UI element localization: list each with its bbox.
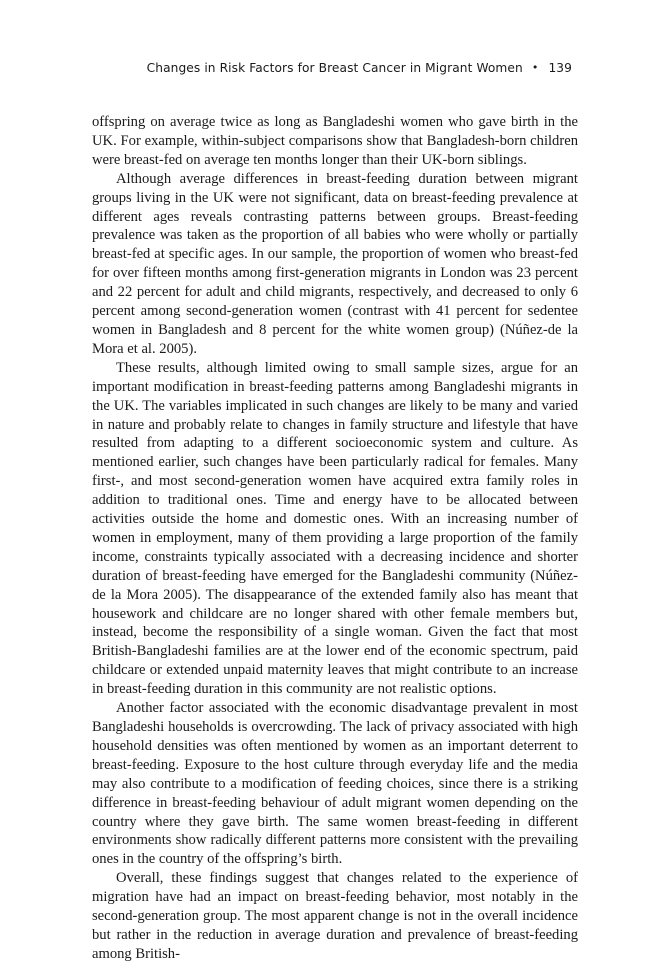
paragraph-continued: offspring on average twice as long as Bangladeshi women who gave birth in the UK. For example, within-subject comparisons show that Bangladesh-born children were breast-fed on average ten months longer than their UK-born siblings. [92,114,578,168]
page-number: 139 [548,61,572,75]
running-head [90,61,572,75]
paragraph: These results, although limited owing to small sample sizes, argue for an important modification in breast-feeding patterns among Bangladeshi migrants in the UK. The variables implicated in such changes are likely to be many and varied in nature and probably relate to changes in family structure and lifestyle that have resulted from adapting to a different socioeconomic system and culture. As mentioned earlier, such changes have been particularly radical for females. Many first-, and most second-generation women have acquired extra family roles in addition to traditional ones. Time and energy have to be allocated between activities outside the home and domestic ones. With an increasing number of women in employment, many of them providing a large proportion of the family income, constraints typically associated with a decreasing incidence and shorter duration of breast-feeding have emerged for the Bangladeshi community (Núñez-de la Mora 2005). The disappearance of the extended family also has meant that housework and childcare are no longer shared with other female members but, instead, become the responsibility of a single woman. Given the fact that most British-Bangladeshi families are at the lower end of the economic spectrum, paid childcare or extended unpaid maternity leaves that might contribute to an increase in breast-feeding duration in this community are not realistic options. [92,359,578,698]
paragraph: Another factor associated with the economic disadvantage prevalent in most Bangladeshi households is overcrowding. The lack of privacy associated with high household densities was often mentioned by women as an important deterrent to breast-feeding. Exposure to the host culture through everyday life and the media may also contribute to a modification of feeding choices, since there is a striking difference in breast-feeding behaviour of adult migrant women depending on the country where they gave birth. The same women breast-feeding in different environments show radically different patterns more consistent with the prevailing ones in the country of the offspring’s birth. [92,700,578,868]
body-text [92,113,578,964]
paragraph: Although average differences in breast-feeding duration between migrant groups living in the UK were not significant, data on breast-feeding prevalence at different ages reveals contrasting patterns between groups. Breast-feeding prevalence was taken as the proportion of all babies who were wholly or partially breast-fed at specific ages. In our sample, the proportion of women who breast-fed for over fifteen months among first-generation migrants in London was 23 percent and 22 percent for adult and child migrants, respectively, and decreased to only 6 percent among second-generation women (contrast with 41 percent for sedentee women in Bangladesh and 8 percent for the white women group) (Núñez-de la Mora et al. 2005). [92,170,578,357]
bullet-separator: • [531,61,539,74]
paragraph: Overall, these findings suggest that changes related to the experience of migration have had an impact on breast-feeding behavior, most notably in the second-generation group. The most apparent change is not in the overall incidence but rather in the reduction in average duration and prevalence of breast-feeding among British- [92,870,578,962]
running-title: Changes in Risk Factors for Breast Cancer in Migrant Women [146,61,523,75]
